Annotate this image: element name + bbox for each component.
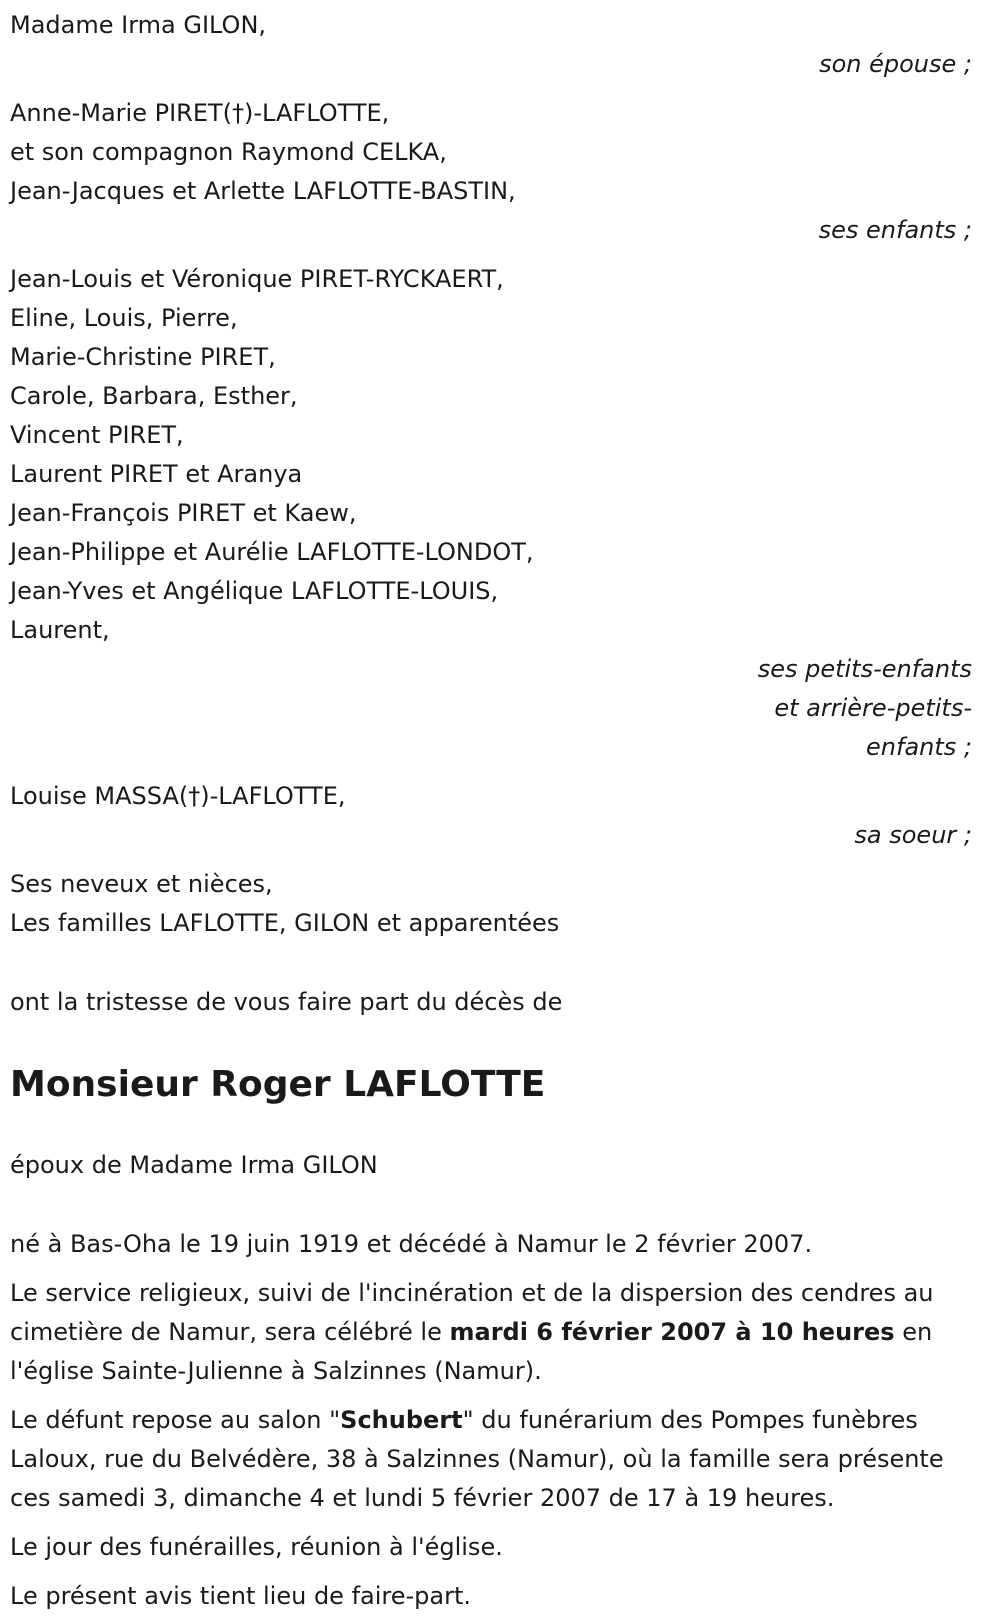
children-group [10, 94, 972, 250]
grandchild-name: Carole, Barbara, Esther, [10, 382, 298, 410]
spouse-of-text: époux de Madame Irma GILON [10, 1151, 378, 1179]
grandchild-name: Jean-Louis et Véronique PIRET-RYCKAERT, [10, 265, 504, 293]
other-family-line: Les familles LAFLOTTE, GILON et apparentées [10, 909, 560, 937]
child-name: et son compagnon Raymond CELKA, [10, 138, 447, 166]
grandchildren-role: ses petits-enfants [757, 655, 972, 683]
grandchildren-group [10, 260, 972, 767]
sister-name: Louise MASSA(†)-LAFLOTTE, [10, 782, 346, 810]
grandchild-name: Jean-François PIRET et Kaew, [10, 499, 357, 527]
repose-details: " du funérarium des Pompes funèbres Laloux, rue du Belvédère, 38 à Salzinnes (Namur), où la famille sera présente ces samedi 3, dimanche 4 et lundi 5 février 2007 de 17 à 19 heures. [10, 1406, 944, 1512]
meeting-text: Le jour des funérailles, réunion à l'église. [10, 1533, 503, 1561]
grandchild-name: Vincent PIRET, [10, 421, 184, 449]
child-name: Anne-Marie PIRET(†)-LAFLOTTE, [10, 99, 390, 127]
service-text: Le service religieux, suivi de l'incinération et de la dispersion des cendres au cimetière de Namur, sera célébré le [10, 1279, 934, 1346]
deceased-name: Monsieur Roger LAFLOTTE [10, 1064, 546, 1105]
birth-death-text: né à Bas-Oha le 19 juin 1919 et décédé à Namur le 2 février 2007. [10, 1230, 813, 1258]
grandchild-name: Laurent PIRET et Aranya [10, 460, 303, 488]
grandchildren-role: et arrière-petits- [774, 694, 972, 722]
other-family-group [10, 865, 972, 943]
service-date: mardi 6 février 2007 à 10 heures [449, 1318, 895, 1346]
service-paragraph [10, 1274, 972, 1391]
sister-group [10, 777, 972, 855]
spouse-group [10, 6, 972, 84]
grandchild-name: Jean-Philippe et Aurélie LAFLOTTE-LONDOT, [10, 538, 534, 566]
salon-name: Schubert [340, 1406, 463, 1434]
grandchild-name: Laurent, [10, 616, 110, 644]
children-role: ses enfants ; [818, 216, 972, 244]
grandchild-name: Eline, Louis, Pierre, [10, 304, 238, 332]
spouse-role: son épouse ; [819, 50, 972, 78]
grandchild-name: Marie-Christine PIRET, [10, 343, 276, 371]
child-name: Jean-Jacques et Arlette LAFLOTTE-BASTIN, [10, 177, 516, 205]
announcement-text: ont la tristesse de vous faire part du décès de [10, 988, 563, 1016]
other-family-line: Ses neveux et nièces, [10, 870, 273, 898]
grandchild-name: Jean-Yves et Angélique LAFLOTTE-LOUIS, [10, 577, 499, 605]
repose-paragraph [10, 1401, 972, 1518]
repose-text: Le défunt repose au salon " [10, 1406, 341, 1434]
service-location: en l'église Sainte-Julienne à Salzinnes (Namur). [10, 1318, 933, 1385]
grandchildren-role: enfants ; [866, 733, 972, 761]
sister-role: sa soeur ; [854, 821, 972, 849]
notice-text: Le présent avis tient lieu de faire-part. [10, 1582, 472, 1610]
spouse-name: Madame Irma GILON, [10, 11, 267, 39]
